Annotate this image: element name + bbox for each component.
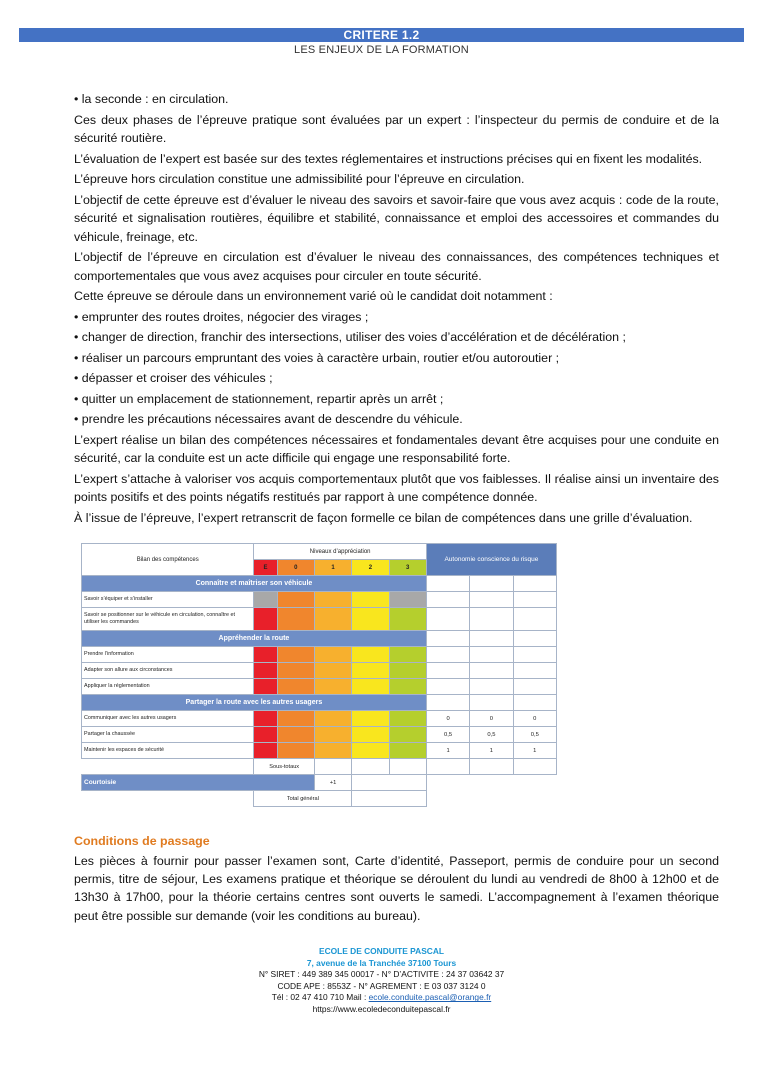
grid-row-label: Maintenir les espaces de sécurité [82,743,254,759]
grid-row-label: Savoir se positionner sur le véhicule en circulation, connaître et utiliser les commandes [82,608,254,631]
footer-contact [100,992,663,1004]
footer-school: ECOLE DE CONDUITE PASCAL [318,946,444,956]
evaluation-grid [81,543,557,815]
grid-subtotal-cell [470,759,513,775]
grid-auto-value: 0,5 [426,727,469,743]
grid-auto-value: 0,5 [470,727,513,743]
grid-row [82,647,557,663]
grid-level-cell [254,592,277,608]
grid-section-title: Connaître et maîtriser son véhicule [82,576,427,592]
grid-auto-value [426,663,469,679]
grid-row-label: Prendre l’information [82,647,254,663]
grid-level-cell [352,608,389,631]
bullet-item: • réaliser un parcours empruntant des voies à caractère urbain, routier et/ou autoroutier ; [74,349,719,368]
grid-level-cell [389,743,426,759]
footer [100,946,663,1016]
grid-level-cell [277,727,314,743]
grid-row-label: Savoir s’équiper et s’installer [82,592,254,608]
grid-auto-value [513,679,556,695]
grid-section-title: Partager la route avec les autres usagers [82,695,427,711]
grid-section-row [82,631,557,647]
paragraph: L’expert s’attache à valoriser vos acquis comportementaux plutôt que vos faiblesses. Il réalise ainsi un inventaire des points positifs et des points négatifs restitués par rapport à une compétence donnée. [74,471,719,504]
bullet-item: • changer de direction, franchir des intersections, utiliser des voies d’accélération et de décélération ; [74,328,719,347]
grid-level-cell [314,679,351,695]
grid-auto-cell [426,695,469,711]
paragraph: L’épreuve hors circulation constitue une admissibilité pour l’épreuve en circulation. [74,172,525,186]
grid-row-label: Partager la chaussée [82,727,254,743]
grid-auto-cell [470,631,513,647]
grid-auto-value [470,592,513,608]
grid-section-title: Appréhender la route [82,631,427,647]
grid-auto-value: 1 [470,743,513,759]
grid-row [82,727,557,743]
grid-level-cell [254,711,277,727]
grid-section-row [82,695,557,711]
grid-level-cell [389,592,426,608]
grid-auto-value [426,608,469,631]
grid-row [82,743,557,759]
grid-auto-value [470,663,513,679]
body-text [74,90,719,529]
footer-siret: N° SIRET : 449 389 345 00017 - N° D’ACTIVITE : 24 37 03642 37 [258,969,505,980]
grid-level-cell [314,711,351,727]
grid-level-cell [277,743,314,759]
grid-section-row [82,576,557,592]
grid-auto-value [513,663,556,679]
grid-row [82,608,557,631]
paragraph: L’objectif de l’épreuve en circulation est d’évaluer le niveau des connaissances, des compétences techniques et comportementales que vous avez acquises pour circuler en toute sécurité. [74,250,719,283]
grid-subtotal-cell [426,759,469,775]
grid-level-cell [277,679,314,695]
grid-auto-value: 0 [470,711,513,727]
grid-auto-cell [426,576,469,592]
grid-level-cell [254,743,277,759]
grid-auto-value [426,679,469,695]
bullet-item: • la seconde : en circulation. [74,90,719,109]
grid-auto-value: 0 [513,711,556,727]
grid-empty [82,759,254,775]
grid-level-cell [314,727,351,743]
grid-auto-value: 1 [513,743,556,759]
grid-level-cell [352,711,389,727]
grid-level-header: 1 [314,560,351,576]
grid-auto-value: 0 [426,711,469,727]
grid-empty [82,791,254,807]
grid-level-cell [277,647,314,663]
grid-row [82,711,557,727]
grid-courtoisie-label: Courtoisie [82,775,315,791]
grid-header-row [82,544,557,560]
paragraph: L’objectif de cette épreuve est d’évaluer le niveau des savoirs et savoir-faire que vous avez acquis : code de la route, sécurité et signalisation routières, équilibre et stabilité, connaissance et emploi des accessoires et commandes du véhicule, freinage, etc. [74,192,719,244]
grid-auto-value [426,592,469,608]
grid-level-cell [314,663,351,679]
grid-level-cell [352,679,389,695]
footer-email-link[interactable]: ecole.conduite.pascal@orange.fr [368,992,492,1003]
grid-level-cell [389,679,426,695]
grid-level-cell [314,647,351,663]
conditions-title: Conditions de passage [74,834,210,848]
grid-bilan-label: Bilan des compétences [82,544,254,576]
grid-level-cell [254,663,277,679]
grid-level-cell [254,647,277,663]
grid-total-row [82,791,557,807]
grid-subtotal-label: Sous-totaux [254,759,315,775]
grid-level-cell [352,647,389,663]
grid-total-cell [352,791,427,807]
grid-row-label: Appliquer la réglementation [82,679,254,695]
grid-subtotal-cell [352,759,389,775]
grid-auto-cell [470,695,513,711]
bullet-item: • emprunter des routes droites, négocier des virages ; [74,308,719,327]
grid-auto-value [513,647,556,663]
grid-courtoisie-row [82,775,557,791]
grid-auto-value [513,608,556,631]
header-subtitle: LES ENJEUX DE LA FORMATION [294,44,469,56]
grid-auto-value [470,647,513,663]
grid-level-header: 3 [389,560,426,576]
grid-level-header: 2 [352,560,389,576]
grid-subtotal-cell [513,759,556,775]
grid-auto-cell [426,631,469,647]
grid-level-cell [277,663,314,679]
bullet-item: • prendre les précautions nécessaires avant de descendre du véhicule. [74,410,719,429]
header-bar [19,28,744,42]
bullet-item: • quitter un emplacement de stationnement, repartir après un arrêt ; [74,390,719,409]
grid-level-cell [389,663,426,679]
grid-auto-value: 0,5 [513,727,556,743]
grid-level-cell [389,727,426,743]
grid-total-label: Total général [254,791,352,807]
grid-autonomie-label: Autonomie conscience du risque [426,544,556,576]
grid-row-label: Adapter son allure aux circonstances [82,663,254,679]
grid-level-cell [254,608,277,631]
grid-auto-cell [513,576,556,592]
grid-subtotal-cell [389,759,426,775]
grid-level-cell [352,592,389,608]
grid-level-header: E [254,560,277,576]
grid-level-cell [352,663,389,679]
grid-courtoisie-value: +1 [314,775,351,791]
grid-empty [426,791,556,807]
paragraph: L’expert réalise un bilan des compétences nécessaires et fondamentales devant être acquises pour une conduite en sécurité, car la conduite est un acte difficile qui engage une responsabilité forte. [74,432,719,465]
grid-level-cell [352,727,389,743]
bullet-item: • dépasser et croiser des véhicules ; [74,369,719,388]
grid-niveaux-label: Niveaux d’appréciation [254,544,426,560]
grid-row-label: Communiquer avec les autres usagers [82,711,254,727]
footer-ape: CODE APE : 8553Z - N° AGREMENT : E 03 037 3124 0 [277,980,486,991]
grid-level-cell [389,647,426,663]
grid-level-cell [389,608,426,631]
grid-row [82,679,557,695]
grid-row [82,592,557,608]
grid-level-cell [254,727,277,743]
grid-level-cell [314,592,351,608]
footer-address: 7, avenue de la Tranchée 37100 Tours [306,957,457,968]
footer-website[interactable]: https://www.ecoledeconduitepascal.fr [312,1003,451,1014]
grid-level-cell [254,679,277,695]
grid-row [82,663,557,679]
footer-tel: Tél : 02 47 410 710 Mail : [271,992,369,1003]
grid-auto-cell [513,631,556,647]
grid-auto-value: 1 [426,743,469,759]
grid-level-header: 0 [277,560,314,576]
grid-auto-value [426,647,469,663]
paragraph: À l’issue de l’épreuve, l’expert retranscrit de façon formelle ce bilan de compétences dans une grille d’évaluation. [74,510,693,525]
grid-level-cell [314,743,351,759]
grid-auto-value [470,679,513,695]
paragraph: Ces deux phases de l’épreuve pratique sont évaluées par un expert : l’inspecteur du permis de conduire et de la sécurité routière. [74,112,719,145]
conditions-text: Les pièces à fournir pour passer l’examen sont, Carte d’identité, Passeport, permis de conduire pour un second permis, titre de séjour, Les examens pratique et théorique se déroulent du lundi au vendredi de 8h00 à 12h00 et de 13h30 à 17h00, pour la théorie certains centres sont ouverts le samedi. L’accompagnement à l’examen théorique peut être possible sur demande (voir les conditions au bureau). [74,854,719,923]
header-title: CRITERE 1.2 [343,28,420,42]
grid-courtoisie-cell [352,775,427,791]
grid-auto-cell [513,695,556,711]
grid-level-cell [277,711,314,727]
grid-level-cell [277,608,314,631]
grid-subtotal-cell [314,759,351,775]
grid-level-cell [314,608,351,631]
grid-auto-value [513,592,556,608]
grid-auto-value [470,608,513,631]
grid-level-cell [277,592,314,608]
paragraph: L’évaluation de l’expert est basée sur des textes réglementaires et instructions précises qui en fixent les modalités. [74,151,703,166]
grid-level-cell [389,711,426,727]
grid-subtotal-row [82,759,557,775]
grid-auto-cell [470,576,513,592]
grid-level-cell [352,743,389,759]
paragraph: Cette épreuve se déroule dans un environnement varié où le candidat doit notamment : [74,289,553,303]
grid-empty [426,775,556,791]
